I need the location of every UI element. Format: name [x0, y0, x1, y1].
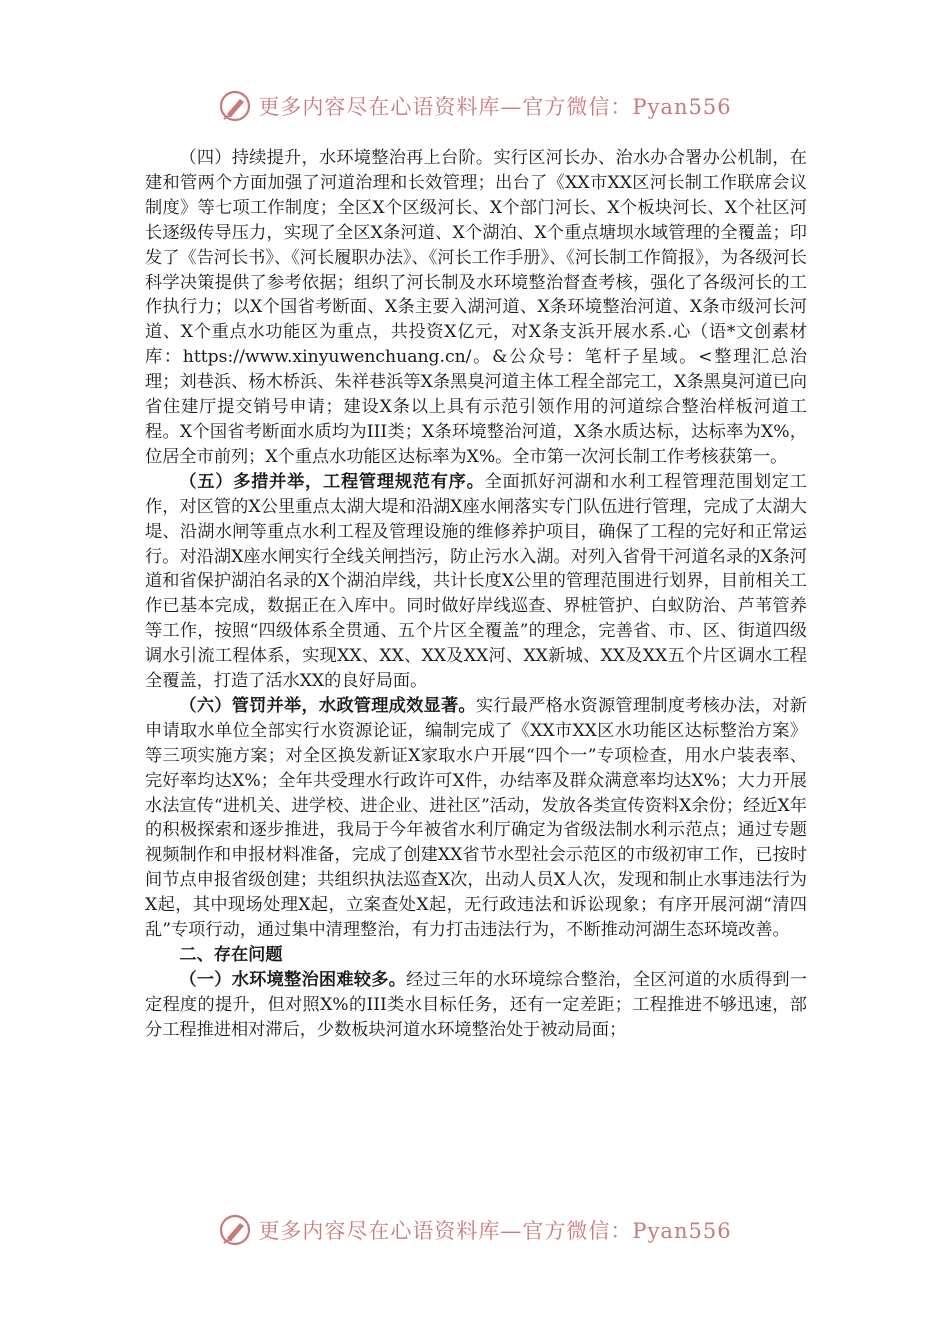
paragraph-water-admin [145, 694, 807, 943]
paragraph-lead: （五）多措并举，工程管理规范有序。 [179, 471, 485, 492]
paragraph-river-chief [145, 146, 807, 470]
banner-text: 更多内容尽在心语资料库—官方微信：Pyan556 [258, 95, 732, 119]
paragraph-text: （四）持续提升，水环境整治再上台阶。实行区河长办、治水办合署办公机制，在建和管两个方面加强了河道治理和长效管理；出台了《XX市XX区河长制工作联席会议制度》等七项工作制度；全区X个区级河长、X个部门河长、X个板块河长、X个社区河长逐级传导压力，实现了全区X条河道、X个湖泊、X个重点塘坝水域管理的全覆盖；印发了《告河长书》、《河长履职办法》、《河长工作手册》、《河长制工作简报》，为各级河长科学决策提供了参考依据；组织了河长制及水环境整治督查考核，强化了各级河长的工作执行力；以X个国省考断面、X条主要入湖河道、X条环境整治河道、X条市级河长河道、X个重点水功能区为重点，共投资X亿元，对X条支浜开展水系.心（语*文创素材库：https://www.xinyuwenchuang.cn/。&公众号：笔杆子星域。<整理汇总治理；刘巷浜、杨木桥浜、朱祥巷浜等X条黑臭河道主体工程全部完工，X条黑臭河道已向省住建厅提交销号申请；建设X条以上具有示范引领作用的河道综合整治样板河道工程。X个国省考断面水质均为III类；X条环境整治河道，X条水质达标，达标率为X%，位居全市前列；X个重点水功能区达标率为X%。全市第一次河长制工作考核获第一。 [145, 148, 807, 467]
pen-nib-logo-icon [218, 1213, 252, 1247]
paragraph-engineering [145, 470, 807, 694]
header-banner [0, 86, 950, 126]
paragraph-text: 经过三年的水环境综合整治，全区河道的水质得到一定程度的提升，但对照X%的III类水目标任务，还有一定差距；工程推进不够迅速，部分工程推进相对滞后，少数板块河道水环境整治处于被动局面； [145, 969, 807, 1040]
section-heading: 二、存在问题 [179, 945, 283, 965]
paragraph-problem-1 [145, 968, 807, 1043]
pen-nib-logo-icon [218, 89, 252, 123]
paragraph-lead: （六）管罚并举，水政管理成效显著。 [179, 695, 476, 716]
paragraph-lead: （一）水环境整治困难较多。 [179, 969, 407, 990]
banner-text: 更多内容尽在心语资料库—官方微信：Pyan556 [258, 1219, 732, 1243]
paragraph-text: 实行最严格水资源管理制度考核办法，对新申请取水单位全部实行水资源论证，编制完成了《XX市XX区水功能区达标整治方案》等三项实施方案；对全区换发新证X家取水户开展“四个一”专项检查，用水户装表率、完好率均达X%；全年共受理水行政许可X件，办结率及群众满意率均达X%；大力开展水法宣传“进机关、进学校、进企业、进社区”活动，发放各类宣传资料X余份；经近X年的积极探索和逐步推进，我局于今年被省水利厅确定为省级法制水利示范点；通过专题视频制作和申报材料准备，完成了创建XX省节水型社会示范区的市级初审工作，已按时间节点申报省级创建；共组织执法巡查X次，出动人员X人次，发现和制止水事违法行为X起，其中现场处理X起，立案查处X起，无行政违法和诉讼现象；有序开展河湖“清四乱”专项行动，通过集中清理整治，有力打击违法行为，不断推动河湖生态环境改善。 [145, 695, 807, 941]
paragraph-text: 全面抓好河湖和水利工程管理范围划定工作，对区管的X公里重点太湖大堤和沿湖X座水闸落实专门队伍进行管理，完成了太湖大堤、沿湖水闸等重点水利工程及管理设施的维修养护项目，确保了工程的完好和正常运行。对沿湖X座水闸实行全线关闸挡污，防止污水入湖。对列入省骨干河道名录的X条河道和省保护湖泊名录的X个湖泊岸线，共计长度X公里的管理范围进行划界，目前相关工作已基本完成，数据正在入库中。同时做好岸线巡查、界桩管护、白蚁防治、芦苇管养等工作，按照“四级体系全贯通、五个片区全覆盖”的理念，完善省、市、区、街道四级调水引流工程体系，实现XX、XX、XX及XX河、XX新城、XX及XX五个片区调水工程全覆盖，打造了活水XX的良好局面。 [145, 471, 807, 692]
footer-banner [0, 1210, 950, 1250]
document-body [145, 146, 807, 1043]
